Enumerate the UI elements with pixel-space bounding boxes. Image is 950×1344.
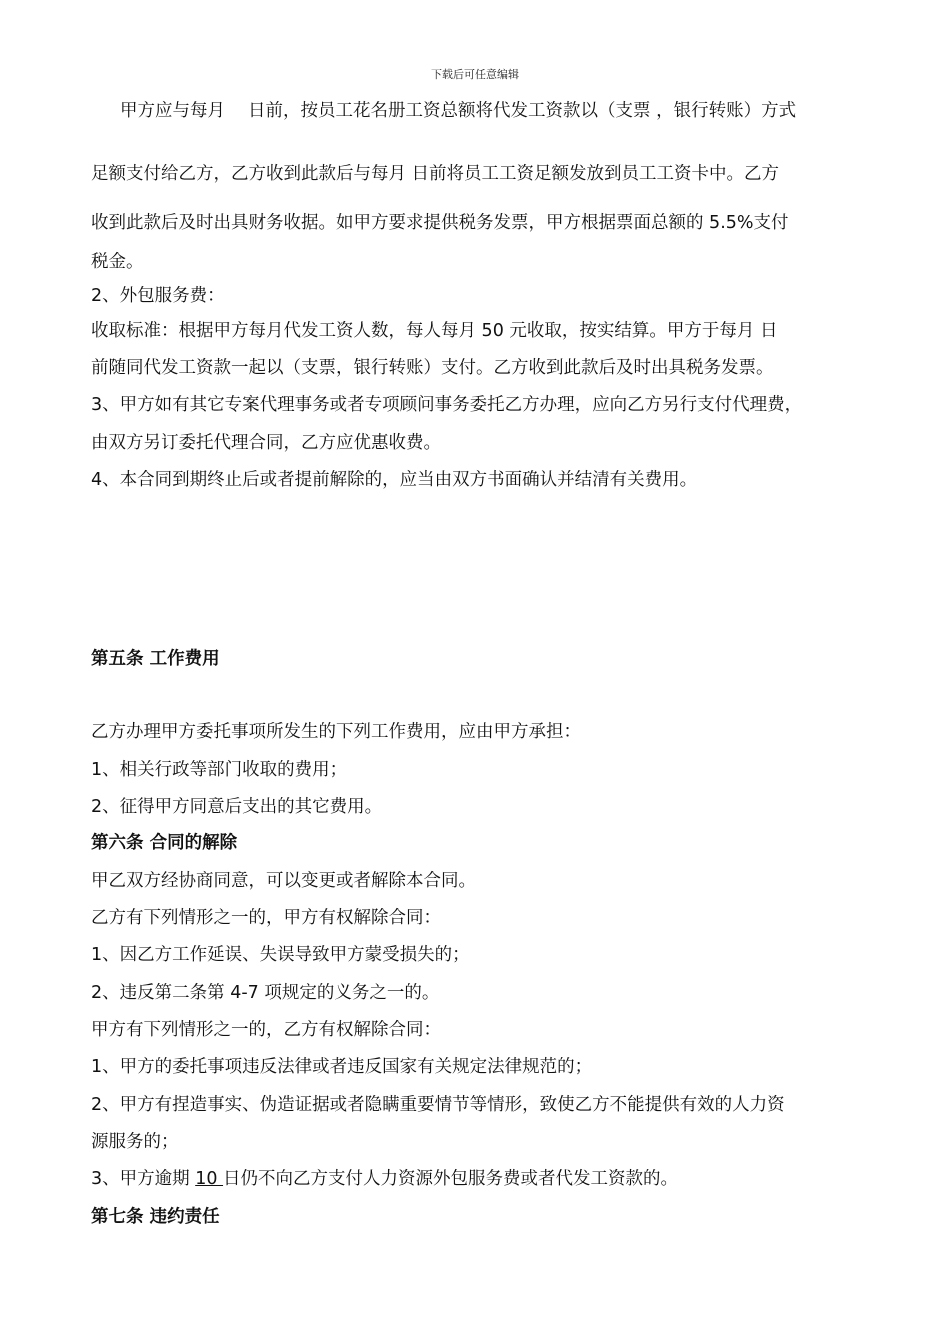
section5-line-1: 乙方办理甲方委托事项所发生的下列工作费用，应由甲方承担： [91,722,581,742]
body-line-7: 前随同代发工资款一起以（支票，银行转账）支付。乙方收到此款后及时出具税务发票。 [91,358,774,378]
section6-line-3: 1、因乙方工作延误、失误导致甲方蒙受损失的； [91,945,470,965]
body-line-10: 4、本合同到期终止后或者提前解除的，应当由双方书面确认并结清有关费用。 [91,470,698,490]
body-line-9: 由双方另订委托代理合同，乙方应优惠收费。 [91,433,441,453]
section6-line-7: 2、甲方有捏造事实、伪造证据或者隐瞒重要情节等情形，致使乙方不能提供有效的人力资 [91,1095,785,1115]
body-line-4: 税金。 [91,252,144,272]
body-line-5: 2、外包服务费： [91,286,225,306]
section6-line-2: 乙方有下列情形之一的，甲方有权解除合同： [91,908,441,928]
section5-line-2: 1、相关行政等部门收取的费用； [91,760,348,780]
section7-title: 第七条 违约责任 [91,1207,220,1227]
section6-line-1: 甲乙双方经协商同意，可以变更或者解除本合同。 [91,871,476,891]
section6-line-5: 甲方有下列情形之一的，乙方有权解除合同： [91,1020,441,1040]
section6-line-9-prefix: 3、甲方逾期 [91,1169,196,1189]
section6-line-4: 2、违反第二条第 4-7 项规定的义务之一的。 [91,983,440,1003]
section5-line-3: 2、征得甲方同意后支出的其它费用。 [91,797,383,817]
section6-line-8: 源服务的； [91,1132,179,1152]
body-line-1: 甲方应与每月 日前，按员工花名册工资总额将代发工资款以（支票 ，银行转账）方式 [120,101,797,121]
overdue-days-number: 10 [195,1169,224,1189]
page-header: 下载后可任意编辑 [431,68,519,81]
body-line-8: 3、甲方如有其它专案代理事务或者专项顾问事务委托乙方办理，应向乙方另行支付代理费， [91,395,803,415]
section6-line-9-suffix: 日仍不向乙方支付人力资源外包服务费或者代发工资款的。 [223,1169,679,1189]
section6-line-9 [91,1168,678,1190]
section5-title: 第五条 工作费用 [91,649,220,669]
body-line-3: 收到此款后及时出具财务收据。如甲方要求提供税务发票，甲方根据票面总额的 5.5%支付 [91,213,789,233]
section6-title: 第六条 合同的解除 [91,833,238,853]
body-line-6: 收取标准：根据甲方每月代发工资人数，每人每月 50 元收取，按实结算。甲方于每月 日 [91,321,778,341]
section6-line-6: 1、甲方的委托事项违反法律或者违反国家有关规定法律规范的； [91,1057,593,1077]
body-line-2: 足额支付给乙方，乙方收到此款后与每月 日前将员工工资足额发放到员工工资卡中。乙方 [91,164,780,184]
